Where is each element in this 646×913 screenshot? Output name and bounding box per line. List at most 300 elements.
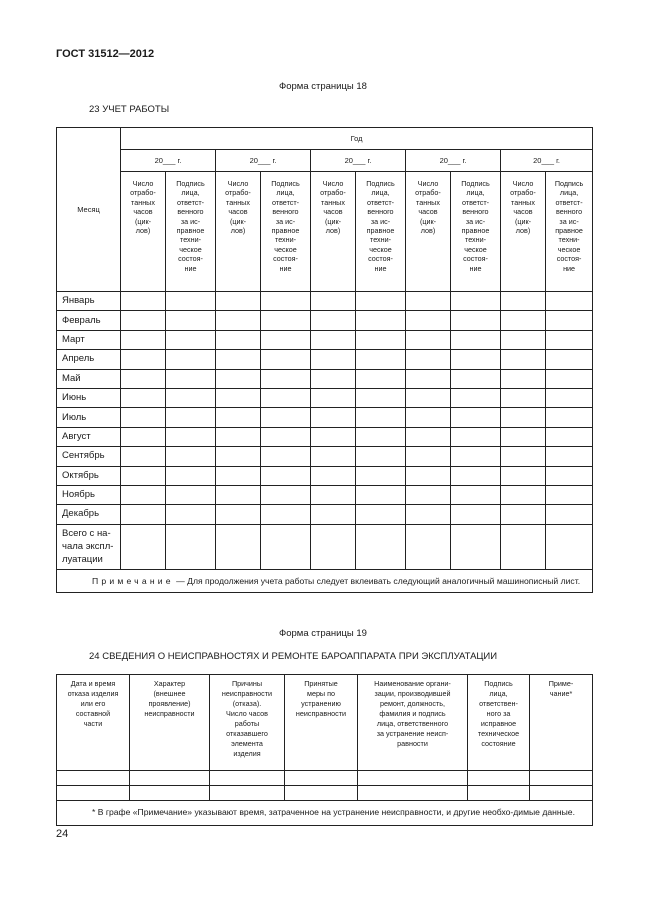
note-label: Примечание <box>92 575 174 586</box>
entry-cell[interactable] <box>501 311 546 330</box>
month-row <box>57 311 593 330</box>
hours-header-line: (цик- <box>324 216 342 226</box>
entry-cell[interactable] <box>546 485 593 504</box>
entry-cell[interactable] <box>356 408 406 427</box>
hours-header-line: лов) <box>230 226 246 236</box>
entry-cell[interactable] <box>121 350 166 369</box>
entry-cell[interactable] <box>166 408 216 427</box>
entry-cell[interactable] <box>311 505 356 524</box>
signature-header-line: ние <box>469 263 482 273</box>
fault-entry-cell[interactable] <box>210 771 285 786</box>
entry-cell[interactable] <box>546 292 593 311</box>
month-label: Май <box>57 369 121 388</box>
entry-cell[interactable] <box>406 408 451 427</box>
entry-cell[interactable] <box>166 388 216 407</box>
total-row <box>57 524 593 569</box>
year-label: 20___ г. <box>406 150 501 172</box>
fault-column-header-line: составной <box>75 709 111 718</box>
year-header: Год <box>121 128 593 150</box>
signature-header-line: техни- <box>558 235 580 245</box>
entry-cell[interactable] <box>166 292 216 311</box>
entry-cell[interactable] <box>311 485 356 504</box>
entry-cell[interactable] <box>261 447 311 466</box>
month-row <box>57 369 593 388</box>
work-log-table <box>56 127 593 593</box>
signature-header-line: Подпись <box>271 179 300 188</box>
entry-cell[interactable] <box>216 292 261 311</box>
entry-cell[interactable] <box>546 311 593 330</box>
month-label: Ноябрь <box>57 485 121 504</box>
signature-header-line: техни- <box>369 235 392 245</box>
entry-cell[interactable] <box>166 505 216 524</box>
fault-column-header-line: работы <box>234 719 260 728</box>
entry-cell[interactable] <box>356 330 406 349</box>
fault-column-header <box>57 675 130 771</box>
entry-cell[interactable] <box>356 466 406 485</box>
fault-entry-cell[interactable] <box>130 771 210 786</box>
hours-header-line: часов <box>133 207 153 217</box>
fault-column-header-line: Наименование органи- <box>374 679 451 688</box>
entry-cell[interactable] <box>121 408 166 427</box>
hours-header-line: лов) <box>325 226 341 236</box>
fault-column-header <box>130 675 210 771</box>
fault-column-header-line: (внешнее <box>153 689 186 698</box>
entry-cell[interactable] <box>501 408 546 427</box>
signature-header-line: за ис- <box>465 216 486 226</box>
signature-header-line: за ис- <box>370 216 391 226</box>
entry-cell[interactable] <box>261 369 311 388</box>
entry-cell[interactable] <box>166 485 216 504</box>
year-label: 20___ г. <box>501 150 593 172</box>
entry-cell[interactable] <box>451 311 501 330</box>
signature-header-line: лица, <box>466 188 485 198</box>
fault-entry-cell[interactable] <box>57 786 130 801</box>
hours-header-line: Число <box>417 179 439 188</box>
fault-entry-cell[interactable] <box>285 786 358 801</box>
entry-cell[interactable] <box>451 369 501 388</box>
document-code: ГОСТ 31512—2012 <box>56 48 155 60</box>
hours-header-line: Число <box>227 179 249 188</box>
entry-cell[interactable] <box>356 427 406 446</box>
signature-header-line: состоя- <box>273 254 298 264</box>
entry-cell[interactable] <box>311 388 356 407</box>
entry-cell[interactable] <box>501 427 546 446</box>
hours-header-line: часов <box>228 207 248 217</box>
entry-cell[interactable] <box>406 505 451 524</box>
signature-header-line: лица, <box>559 188 579 198</box>
entry-cell[interactable] <box>166 330 216 349</box>
entry-cell[interactable] <box>356 485 406 504</box>
fault-column-header-line: фамилия и подпись <box>379 709 446 718</box>
entry-cell[interactable] <box>501 350 546 369</box>
entry-cell[interactable] <box>311 466 356 485</box>
signature-header-line: ние <box>279 263 292 273</box>
entry-cell[interactable] <box>406 292 451 311</box>
fault-column-header <box>358 675 468 771</box>
hours-header <box>406 172 451 292</box>
entry-cell[interactable] <box>216 330 261 349</box>
signature-header-line: Подпись <box>366 179 395 188</box>
signature-header-line: правное <box>555 226 583 236</box>
entry-cell[interactable] <box>356 524 406 569</box>
faults-table <box>56 674 593 826</box>
signature-header-line: правное <box>271 226 300 236</box>
entry-cell[interactable] <box>451 408 501 427</box>
entry-cell[interactable] <box>501 447 546 466</box>
entry-cell[interactable] <box>121 447 166 466</box>
fault-column-header-line: лица, ответственного <box>376 719 449 728</box>
entry-cell[interactable] <box>121 524 166 569</box>
entry-cell[interactable] <box>546 466 593 485</box>
entry-cell[interactable] <box>311 311 356 330</box>
entry-cell[interactable] <box>546 447 593 466</box>
signature-header-line: состоя- <box>178 254 203 264</box>
entry-cell[interactable] <box>311 427 356 446</box>
signature-header-line: ние <box>563 263 576 273</box>
entry-cell[interactable] <box>166 524 216 569</box>
signature-header-line: венного <box>556 207 583 217</box>
entry-cell[interactable] <box>216 350 261 369</box>
entry-cell[interactable] <box>261 311 311 330</box>
signature-header-line: ответст- <box>461 197 490 207</box>
hours-header-line: отрабо- <box>415 188 441 198</box>
signature-header <box>451 172 501 292</box>
entry-cell[interactable] <box>261 466 311 485</box>
signature-header-line: ческое <box>464 244 487 254</box>
entry-cell[interactable] <box>121 427 166 446</box>
entry-cell[interactable] <box>451 292 501 311</box>
entry-cell[interactable] <box>501 505 546 524</box>
signature-header-line: состоя- <box>556 254 582 264</box>
fault-entry-cell[interactable] <box>530 786 593 801</box>
month-row <box>57 330 593 349</box>
signature-header <box>356 172 406 292</box>
entry-cell[interactable] <box>166 427 216 446</box>
entry-cell[interactable] <box>311 292 356 311</box>
fault-entry-cell[interactable] <box>130 786 210 801</box>
footnote-text: * В графе «Примечание» указывают время, затраченное на устранение неисправности, и другие необхо-димые данные. <box>92 807 575 817</box>
entry-cell[interactable] <box>261 292 311 311</box>
month-row <box>57 427 593 446</box>
month-header: Месяц <box>57 128 121 292</box>
entry-cell[interactable] <box>546 505 593 524</box>
fault-column-header-line: проявление) <box>148 699 191 708</box>
entry-cell[interactable] <box>261 505 311 524</box>
entry-cell[interactable] <box>451 388 501 407</box>
entry-cell[interactable] <box>451 524 501 569</box>
fault-column-header-line: Число часов <box>226 709 268 718</box>
year-label: 20___ г. <box>311 150 406 172</box>
entry-cell[interactable] <box>311 447 356 466</box>
entry-cell[interactable] <box>311 524 356 569</box>
entry-cell[interactable] <box>406 330 451 349</box>
fault-column-header-line: состояние <box>481 739 516 748</box>
entry-cell[interactable] <box>166 350 216 369</box>
hours-header-line: (цик- <box>514 216 532 226</box>
month-label: Сентябрь <box>57 447 121 466</box>
entry-cell[interactable] <box>121 466 166 485</box>
page-number: 24 <box>56 828 69 840</box>
signature-header <box>261 172 311 292</box>
entry-cell[interactable] <box>166 311 216 330</box>
signature-header-line: правное <box>366 226 395 236</box>
entry-cell[interactable] <box>546 427 593 446</box>
entry-cell[interactable] <box>356 311 406 330</box>
hours-header-line: Число <box>512 179 534 188</box>
fault-column-header-line: ответствен- <box>479 699 518 708</box>
entry-cell[interactable] <box>261 350 311 369</box>
fault-column-header <box>530 675 593 771</box>
month-label: Март <box>57 330 121 349</box>
entry-cell[interactable] <box>501 388 546 407</box>
entry-cell[interactable] <box>501 369 546 388</box>
entry-cell[interactable] <box>501 330 546 349</box>
entry-cell[interactable] <box>311 330 356 349</box>
entry-cell[interactable] <box>406 466 451 485</box>
entry-cell[interactable] <box>546 408 593 427</box>
hours-header-line: (цик- <box>419 216 437 226</box>
signature-header-line: ческое <box>179 244 202 254</box>
signature-header-line: ческое <box>369 244 392 254</box>
hours-header-line: часов <box>418 207 438 217</box>
entry-cell[interactable] <box>261 524 311 569</box>
entry-cell[interactable] <box>356 350 406 369</box>
entry-cell[interactable] <box>261 427 311 446</box>
signature-header-line: техни- <box>464 235 487 245</box>
entry-cell[interactable] <box>121 505 166 524</box>
entry-cell[interactable] <box>216 447 261 466</box>
signature-header-line: ответст- <box>555 197 583 207</box>
hours-header <box>121 172 166 292</box>
entry-cell[interactable] <box>261 330 311 349</box>
fault-column-header-line: исправное <box>480 719 517 728</box>
entry-cell[interactable] <box>451 427 501 446</box>
hours-header-line: лов) <box>420 226 436 236</box>
entry-cell[interactable] <box>311 408 356 427</box>
entry-cell[interactable] <box>406 369 451 388</box>
month-row <box>57 350 593 369</box>
signature-header-line: правное <box>176 226 205 236</box>
signature-header-line: техни- <box>274 235 297 245</box>
entry-cell[interactable] <box>546 350 593 369</box>
entry-cell[interactable] <box>546 524 593 569</box>
entry-cell[interactable] <box>121 388 166 407</box>
fault-column-header-line: Подпись <box>484 679 513 688</box>
entry-cell[interactable] <box>311 369 356 388</box>
entry-cell[interactable] <box>406 524 451 569</box>
entry-cell[interactable] <box>356 388 406 407</box>
fault-column-header-line: Принятые <box>304 679 338 688</box>
section23-title: 23 УЧЕТ РАБОТЫ <box>89 104 170 115</box>
total-label <box>57 524 121 569</box>
entry-cell[interactable] <box>216 524 261 569</box>
entry-cell[interactable] <box>216 427 261 446</box>
hours-header-line: танных <box>416 197 440 207</box>
fault-column-header-line: лица, <box>489 689 508 698</box>
fault-entry-cell[interactable] <box>210 786 285 801</box>
entry-cell[interactable] <box>166 447 216 466</box>
fault-column-header-line: Дата и время <box>70 679 116 688</box>
fault-entry-cell[interactable] <box>468 771 530 786</box>
signature-header-line: венного <box>462 207 489 217</box>
entry-cell[interactable] <box>261 408 311 427</box>
fault-column-header-line: чание* <box>549 689 573 698</box>
fault-column-header-line: Причины <box>231 679 263 688</box>
entry-cell[interactable] <box>406 350 451 369</box>
entry-cell[interactable] <box>406 427 451 446</box>
fault-column-header-line: отказа изделия <box>67 689 119 698</box>
year-label: 20___ г. <box>216 150 311 172</box>
entry-cell[interactable] <box>451 466 501 485</box>
entry-cell[interactable] <box>406 311 451 330</box>
entry-cell[interactable] <box>451 485 501 504</box>
month-row <box>57 388 593 407</box>
hours-header-line: танных <box>511 197 535 207</box>
entry-cell[interactable] <box>261 485 311 504</box>
signature-header-line: ческое <box>274 244 297 254</box>
fault-entry-cell[interactable] <box>57 771 130 786</box>
fault-column-header-line: Приме- <box>548 679 574 688</box>
entry-cell[interactable] <box>546 330 593 349</box>
entry-cell[interactable] <box>406 447 451 466</box>
fault-column-header-line: Характер <box>153 679 186 688</box>
entry-cell[interactable] <box>501 485 546 504</box>
entry-cell[interactable] <box>261 388 311 407</box>
entry-cell[interactable] <box>166 369 216 388</box>
signature-header-line: Подпись <box>176 179 205 188</box>
fault-column-header-line: зации, производившей <box>374 689 451 698</box>
fault-entry-cell[interactable] <box>358 771 468 786</box>
signature-header-line: состоя- <box>368 254 393 264</box>
entry-cell[interactable] <box>356 369 406 388</box>
work-log-note <box>57 569 593 592</box>
fault-column-header-line: ремонт, должность, <box>379 699 446 708</box>
entry-cell[interactable] <box>121 369 166 388</box>
signature-header-line: техни- <box>179 235 202 245</box>
total-label-line: чала экспл- <box>62 541 114 553</box>
hours-header-line: лов) <box>135 226 151 236</box>
signature-header-line: венного <box>367 207 394 217</box>
hours-header-line: отрабо- <box>225 188 251 198</box>
fault-column-header <box>210 675 285 771</box>
fault-entry-cell[interactable] <box>530 771 593 786</box>
signature-header-line: состоя- <box>463 254 488 264</box>
month-label: Июнь <box>57 388 121 407</box>
fault-entry-cell[interactable] <box>468 786 530 801</box>
signature-header-line: Подпись <box>461 179 490 188</box>
entry-cell[interactable] <box>166 466 216 485</box>
entry-cell[interactable] <box>121 330 166 349</box>
entry-cell[interactable] <box>451 505 501 524</box>
hours-header-line: часов <box>513 207 533 217</box>
signature-header-line: ответст- <box>271 197 300 207</box>
signature-header-line: ние <box>374 263 387 273</box>
entry-cell[interactable] <box>546 369 593 388</box>
hours-header-line: отрабо- <box>510 188 536 198</box>
hours-header-line: часов <box>323 207 343 217</box>
entry-cell[interactable] <box>451 330 501 349</box>
signature-header-line: венного <box>272 207 299 217</box>
hours-header <box>311 172 356 292</box>
signature-header-line: ческое <box>557 244 581 254</box>
month-label: Апрель <box>57 350 121 369</box>
month-label: Январь <box>57 292 121 311</box>
month-row <box>57 292 593 311</box>
fault-column-header-line: неисправности <box>295 709 347 718</box>
month-label: Июль <box>57 408 121 427</box>
entry-cell[interactable] <box>216 505 261 524</box>
fault-column-header-line: равности <box>397 739 428 748</box>
entry-cell[interactable] <box>216 466 261 485</box>
hours-header-line: отрабо- <box>320 188 346 198</box>
fault-column-header-line: неисправности <box>144 709 195 718</box>
fault-column-header-line: части <box>83 719 103 728</box>
signature-header-line: лица, <box>276 188 295 198</box>
signature-header-line: ние <box>184 263 197 273</box>
entry-cell[interactable] <box>406 388 451 407</box>
entry-cell[interactable] <box>216 408 261 427</box>
fault-column-header-line: меры по <box>307 689 335 698</box>
month-row <box>57 408 593 427</box>
fault-entry-cell[interactable] <box>358 786 468 801</box>
entry-cell[interactable] <box>216 485 261 504</box>
month-label: Февраль <box>57 311 121 330</box>
hours-header-line: (цик- <box>229 216 247 226</box>
entry-cell[interactable] <box>356 505 406 524</box>
entry-cell[interactable] <box>451 447 501 466</box>
entry-cell[interactable] <box>216 369 261 388</box>
hours-header-line: Число <box>132 179 154 188</box>
entry-cell[interactable] <box>311 350 356 369</box>
form18-caption: Форма страницы 18 <box>279 81 367 92</box>
fault-entry-cell[interactable] <box>285 771 358 786</box>
entry-cell[interactable] <box>121 311 166 330</box>
signature-header-line: за ис- <box>559 216 579 226</box>
total-label-line: Всего с на- <box>62 528 111 540</box>
signature-header-line: Подпись <box>554 179 584 188</box>
form19-caption: Форма страницы 19 <box>279 628 367 639</box>
fault-column-header-line: изделия <box>233 749 261 758</box>
entry-cell[interactable] <box>356 292 406 311</box>
fault-column-header-line: элемента <box>231 739 263 748</box>
entry-cell[interactable] <box>406 485 451 504</box>
month-row <box>57 447 593 466</box>
fault-column-header-line: отказавшего <box>226 729 268 738</box>
hours-header-line: (цик- <box>134 216 152 226</box>
fault-column-header-line: или его <box>80 699 106 708</box>
month-row <box>57 466 593 485</box>
entry-cell[interactable] <box>501 524 546 569</box>
hours-header-line: отрабо- <box>130 188 156 198</box>
entry-cell[interactable] <box>546 388 593 407</box>
fault-column-header-line: за устранение неисп- <box>376 729 449 738</box>
fault-column-header-line: техническое <box>477 729 520 738</box>
signature-header-line: за ис- <box>180 216 201 226</box>
entry-cell[interactable] <box>451 350 501 369</box>
signature-header-line: ответст- <box>366 197 395 207</box>
signature-header-line: за ис- <box>275 216 296 226</box>
entry-cell[interactable] <box>216 388 261 407</box>
month-label: Декабрь <box>57 505 121 524</box>
signature-header <box>166 172 216 292</box>
entry-cell[interactable] <box>121 292 166 311</box>
entry-cell[interactable] <box>501 466 546 485</box>
entry-cell[interactable] <box>501 292 546 311</box>
entry-cell[interactable] <box>356 447 406 466</box>
entry-cell[interactable] <box>216 311 261 330</box>
hours-header <box>501 172 546 292</box>
entry-cell[interactable] <box>121 485 166 504</box>
